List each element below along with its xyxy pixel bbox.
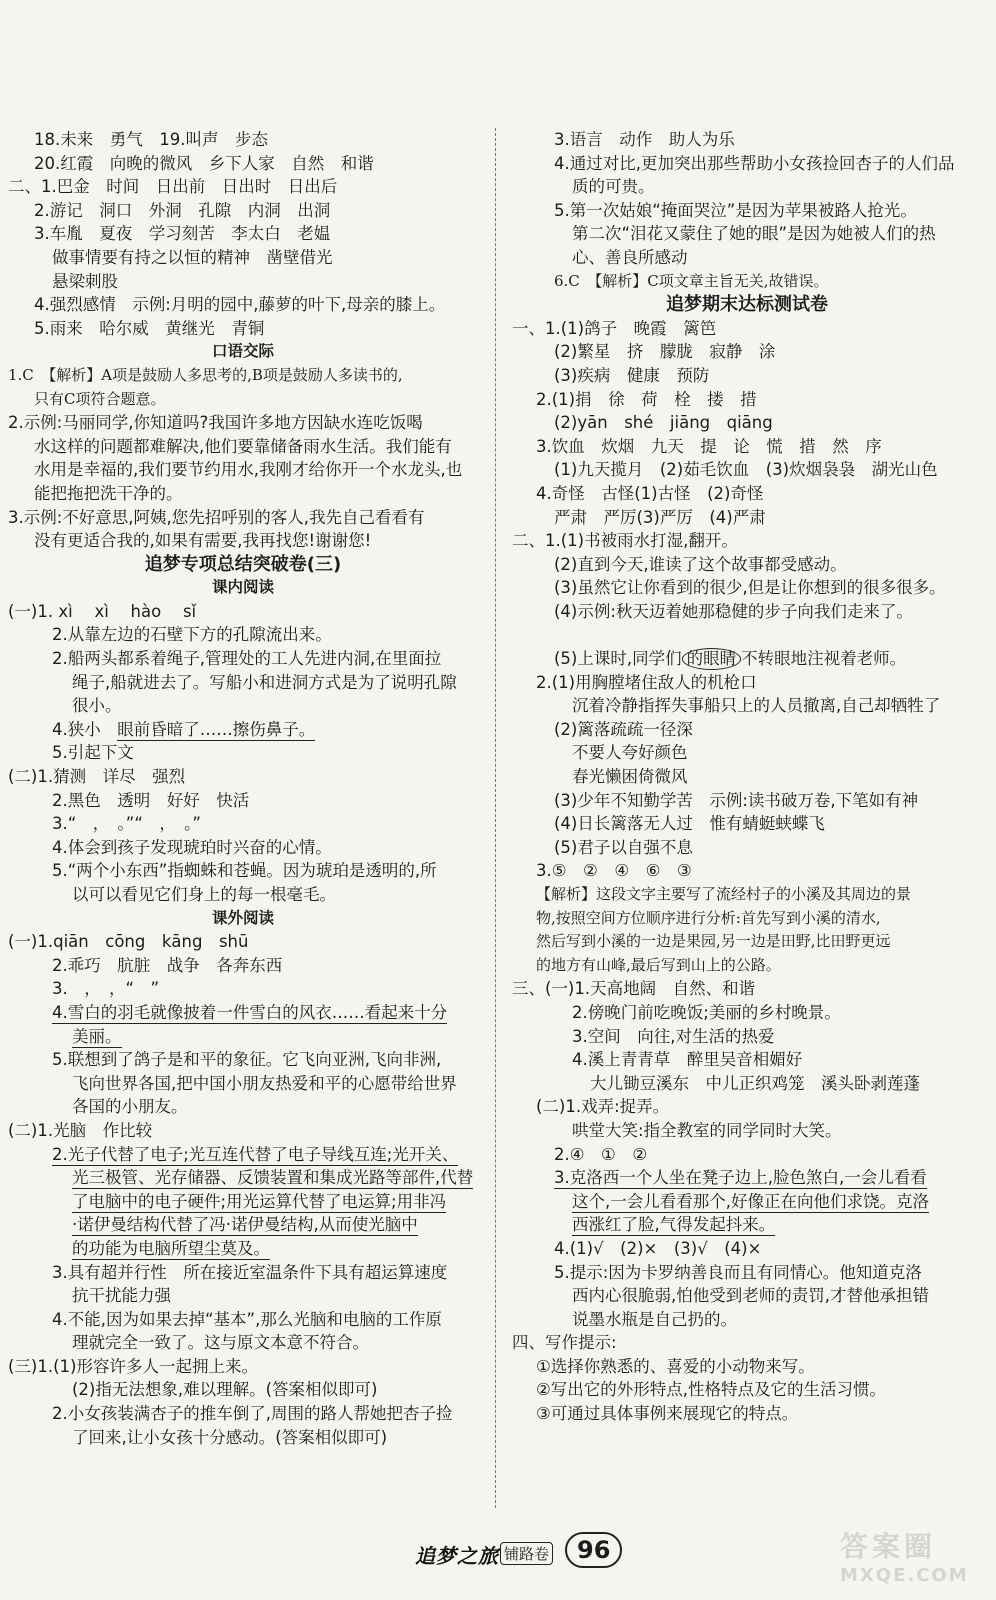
answer-line (508, 411, 986, 435)
answer-line (0, 222, 486, 246)
line-text: 说墨水瓶是自己扔的。 (572, 1309, 737, 1329)
line-text: (2)yān shé jiāng qiāng (554, 413, 773, 433)
line-text: 理就完全一致了。这与原文本意不符合。 (72, 1333, 369, 1353)
line-text: 3.空间 向往,对生活的热爱 (572, 1026, 775, 1046)
underlined-answer: 3.克洛西一个人坐在凳子边上,脸色煞白,一会儿看看 (554, 1168, 927, 1188)
line-text: 3.“ ， 。”“ ， 。” (52, 814, 201, 834)
answer-line (508, 859, 986, 883)
line-text: (4)示例:秋天迈着她那稳健的步子向我们走来了。 (554, 601, 913, 621)
line-text: 不要人夸好颜色 (572, 743, 688, 763)
line-text: 3.具有超并行性 所在接近室温条件下具有超运算速度 (52, 1262, 448, 1282)
answer-line (508, 388, 986, 412)
line-text: 18.未来 勇气 19.叫声 步态 (34, 130, 268, 149)
answer-line (508, 671, 986, 695)
answer-line (0, 718, 486, 742)
answer-line (508, 1095, 986, 1119)
left-column (0, 128, 486, 1449)
line-text: 沉着冷静指挥失事船只上的人员撤离,自己却牺牲了 (572, 696, 941, 716)
line-text: 课内阅读 (211, 578, 274, 597)
answer-line (508, 789, 986, 813)
watermark (840, 1525, 980, 1595)
answer-line (508, 1166, 986, 1190)
answer-line (508, 977, 986, 1001)
underlined-answer: 眼前昏暗了……擦伤鼻子。 (117, 719, 316, 739)
right-column (508, 128, 986, 1426)
line-text: 很小。 (72, 696, 122, 716)
answer-line (0, 671, 486, 695)
answer-line (0, 506, 486, 530)
underlined-answer: 西涨红了脸,气得发起抖来。 (572, 1215, 776, 1235)
answer-line (0, 1378, 486, 1402)
line-text: 5.引起下文 (52, 743, 134, 763)
answer-line (508, 836, 986, 860)
line-text: 悬梁刺股 (52, 271, 118, 291)
line-text: 4.奇怪 古怪(1)古怪 (2)奇怪 (536, 483, 764, 503)
answer-line (0, 1190, 486, 1214)
answer-line (508, 647, 986, 671)
answer-line (0, 1143, 486, 1167)
answer-line (508, 1001, 986, 1025)
line-text: (5)君子以自强不息 (554, 837, 693, 857)
answer-line (508, 270, 986, 294)
line-text: (一)1. xì xì hào sǐ (8, 601, 197, 621)
line-text: 水这样的问题都难解决,他们要靠储备雨水生活。我们能有 (34, 436, 452, 456)
answer-line (0, 1426, 486, 1450)
line-text: 做事情要有持之以恒的精神 凿壁借光 (52, 247, 333, 267)
line-text: 5.“两个小东西”指蜘蛛和苍蝇。因为琥珀是透明的,所 (52, 861, 437, 881)
answer-line (508, 812, 986, 836)
line-text: 课外阅读 (211, 908, 274, 927)
line-text: 【解析】这段文字主要写了流经村子的小溪及其周边的景 (536, 885, 912, 903)
answer-line (0, 1331, 486, 1355)
answer-line (0, 128, 486, 152)
line-text: 4.(1)√ (2)× (3)√ (4)× (554, 1238, 762, 1258)
answer-line (0, 435, 486, 459)
line-text: 第二次“泪花又蒙住了她的眼”是因为她被人们的热 (572, 224, 936, 244)
answer-line (0, 411, 486, 435)
answer-line (0, 1237, 486, 1261)
line-text: 飞向世界各国,把中国小朋友热爱和平的心愿带给世界 (72, 1073, 457, 1093)
answer-line (0, 1355, 486, 1379)
line-text: 4.通过对比,更加突出那些帮助小女孩捡回杏子的人们品 (554, 153, 955, 173)
answer-line (508, 930, 986, 954)
line-text: 3. ， ，“ ” (52, 979, 160, 999)
subsection-title (0, 907, 486, 931)
answer-line (508, 954, 986, 978)
circled-phrase: 的眼睛 (682, 648, 742, 670)
answer-line (0, 1072, 486, 1096)
line-text: 各国的小朋友。 (72, 1097, 188, 1117)
line-text: 只有C项符合题意。 (34, 389, 166, 408)
line-text: (2)指无法想象,难以理解。(答案相似即可) (72, 1380, 378, 1400)
answer-line (508, 1355, 986, 1379)
line-text: 2.乖巧 肮脏 战争 各奔东西 (52, 955, 283, 975)
answer-line (0, 977, 486, 1001)
answer-line (508, 199, 986, 223)
answer-line (0, 741, 486, 765)
brand-subtitle: 铺路卷 (500, 1542, 553, 1565)
line-text: (5)上课时,同学们 (554, 649, 682, 669)
answer-line (0, 836, 486, 860)
line-text: 2.示例:马丽同学,你知道吗?我国许多地方因缺水连吃饭喝 (8, 413, 423, 433)
underlined-answer: 了电脑中的电子硬件;用光运算代替了电运算;用非冯 (72, 1191, 447, 1211)
brand-logo: 追梦之旅 (415, 1544, 499, 1568)
answer-line (508, 694, 986, 718)
line-text: 4.体会到孩子发现琥珀时兴奋的心情。 (52, 837, 332, 857)
line-text: (3)虽然它让你看到的很少,但是让你想到的很多很多。 (554, 578, 946, 598)
line-text: 2.从靠左边的石壁下方的孔隙流出来。 (52, 625, 332, 645)
answer-line (508, 1237, 986, 1261)
answer-line (508, 340, 986, 364)
line-text: 2.傍晚门前吃晚饭;美丽的乡村晚景。 (572, 1002, 841, 1022)
column-divider (495, 128, 496, 1508)
answer-line (508, 553, 986, 577)
line-text: 口语交际 (211, 342, 274, 361)
answer-line (508, 600, 986, 624)
answer-line (0, 199, 486, 223)
answer-line (508, 152, 986, 176)
answer-line (508, 623, 986, 647)
line-text: 追梦期末达标测试卷 (666, 294, 828, 316)
answer-line (508, 1308, 986, 1332)
line-text: 4.强烈感情 示例:月明的园中,藤萝的叶下,母亲的膝上。 (34, 295, 446, 315)
section-title (508, 293, 986, 317)
answer-line (0, 954, 486, 978)
answer-line (0, 1095, 486, 1119)
line-text: 没有更适合我的,如果有需要,我再找您!谢谢您! (34, 531, 372, 551)
answer-line (0, 859, 486, 883)
line-text: (二)1.光脑 作比较 (8, 1120, 153, 1140)
line-text: 2.船两头都系着绳子,管理处的工人先进内洞,在里面拉 (52, 649, 442, 669)
line-text: 追梦专项总结突破卷(三) (144, 553, 342, 575)
line-text: ①选择你熟悉的、喜爱的小动物来写。 (536, 1356, 815, 1376)
line-text: 6.C 【解析】C项文章主旨无关,故错误。 (554, 271, 829, 290)
answer-line (0, 1119, 486, 1143)
line-text: 1.C 【解析】A项是鼓励人多思考的,B项是鼓励人多读书的, (8, 365, 403, 384)
answer-line (508, 529, 986, 553)
answer-line (508, 364, 986, 388)
answer-line (0, 270, 486, 294)
line-text: 3.车胤 夏夜 学习刻苦 李太白 老媪 (34, 224, 331, 244)
line-text: 的地方有山峰,最后写到山上的公路。 (536, 955, 781, 974)
line-text: (4)日长篱落无人过 惟有蜻蜓蛱蝶飞 (554, 814, 825, 834)
answer-line (0, 1284, 486, 1308)
line-text: 2.游记 洞口 外洞 孔隙 内洞 出洞 (34, 200, 331, 220)
line-text: 抗干扰能力强 (72, 1286, 171, 1306)
line-text: (二)1.戏弄:捉弄。 (536, 1097, 670, 1117)
subsection-title (0, 576, 486, 600)
answer-line (508, 1025, 986, 1049)
line-text: (3)疾病 健康 预防 (554, 365, 710, 385)
answer-line (0, 930, 486, 954)
answer-line (0, 789, 486, 813)
line-text: 质的可贵。 (572, 177, 655, 197)
underlined-answer: 美丽。 (72, 1026, 122, 1046)
line-text: 春光懒困倚微风 (572, 767, 688, 787)
answer-line (508, 1261, 986, 1285)
line-text: 大儿锄豆溪东 中儿正织鸡笼 溪头卧剥莲蓬 (590, 1073, 920, 1093)
answer-line (0, 600, 486, 624)
section-title (0, 553, 486, 577)
line-text: (二)1.猜测 详尽 强烈 (8, 767, 186, 787)
watermark-logo-text: 答案圈 (840, 1530, 937, 1563)
answer-line (0, 1213, 486, 1237)
answer-line (0, 1402, 486, 1426)
answer-line (0, 364, 486, 388)
line-text: ②写出它的外形特点,性格特点及它的生活习惯。 (536, 1380, 887, 1400)
line-text: 2.④ ① ② (554, 1144, 648, 1164)
line-text: 三、(一)1.天高地阔 自然、和谐 (512, 979, 756, 999)
answer-line (0, 1166, 486, 1190)
answer-line (0, 529, 486, 553)
underlined-answer: 这个,一会儿看看那个,好像正在向他们求饶。克洛 (572, 1191, 929, 1211)
answer-line (0, 317, 486, 341)
line-text: 5.第一次姑娘“掩面哭泣”是因为苹果被路人抢光。 (554, 200, 917, 220)
answer-line (508, 765, 986, 789)
line-text: 四、写作提示: (512, 1333, 617, 1353)
line-text: 4.狭小 (52, 719, 118, 739)
line-text: 能把拖把洗干净的。 (34, 483, 183, 503)
answer-line (0, 765, 486, 789)
answer-line (0, 812, 486, 836)
underlined-answer: 光三极管、光存储器、反馈装置和集成光路等部件,代替 (72, 1168, 474, 1188)
line-text: 20.红霞 向晚的微风 乡下人家 自然 和谐 (34, 153, 374, 173)
answer-line (508, 222, 986, 246)
underlined-answer: ·诺伊曼结构代替了冯·诺伊曼结构,从而使光脑中 (72, 1215, 418, 1235)
line-text: (一)1.qiān cōng kāng shū (8, 932, 249, 952)
line-text: 2.(1)用胸膛堵住敌人的机枪口 (536, 672, 757, 692)
line-text: 2.黑色 透明 好好 快活 (52, 790, 250, 810)
answer-line (0, 246, 486, 270)
line-text: 3.示例:不好意思,阿姨,您先招呼别的客人,我先自己看看有 (8, 507, 425, 527)
answer-line (0, 623, 486, 647)
subsection-title (0, 340, 486, 364)
line-text: 心、善良所感动 (572, 247, 688, 267)
line-text: 一、1.(1)鸽子 晚霞 篱笆 (512, 318, 717, 338)
answer-line (508, 883, 986, 907)
answer-line (508, 246, 986, 270)
answer-line (508, 1119, 986, 1143)
line-text: 严肃 严厉(3)严厉 (4)严肃 (554, 507, 766, 527)
answer-line (0, 293, 486, 317)
line-text: 二、1.巴金 时间 日出前 日出时 日出后 (8, 177, 338, 197)
line-text: 3.饮血 炊烟 九天 提 论 慌 措 然 序 (536, 436, 882, 456)
answer-line (0, 458, 486, 482)
line-text: 5.提示:因为卡罗纳善良而且有同情心。他知道克洛 (554, 1262, 922, 1282)
answer-line (508, 1048, 986, 1072)
answer-line (508, 1143, 986, 1167)
line-text: 二、1.(1)书被雨水打湿,翻开。 (512, 531, 738, 551)
answer-line (508, 576, 986, 600)
line-text: 2.(1)捐 徐 荷 栓 搂 措 (536, 389, 757, 409)
underlined-answer: 2.光子代替了电子;光互连代替了电子导线互连;光开关、 (52, 1144, 459, 1164)
answer-line (508, 907, 986, 931)
line-text: 然后写到小溪的一边是果园,另一边是田野,比田野更远 (536, 932, 891, 951)
answer-line (508, 1072, 986, 1096)
line-text: 西内心很脆弱,怕他受到老师的责罚,才替他承担错 (572, 1286, 929, 1306)
line-text: 了回来,让小女孩十分感动。(答案相似即可) (72, 1427, 388, 1447)
answer-line (0, 388, 486, 412)
line-text-cont: 不转眼地注视着老师。 (741, 649, 907, 669)
answer-line (508, 506, 986, 530)
answer-line (508, 718, 986, 742)
line-text: 5.雨来 哈尔威 黄继光 青铜 (34, 318, 265, 338)
answer-line (508, 128, 986, 152)
answer-line (508, 1190, 986, 1214)
answer-line (508, 317, 986, 341)
line-text: (2)篱落疏疏一径深 (554, 719, 693, 739)
underlined-answer: 4.雪白的羽毛就像披着一件雪白的风衣……看起来十分 (52, 1002, 448, 1022)
line-text: 水用是幸福的,我们要节约用水,我刚才给你开一个水龙头,也 (34, 460, 463, 480)
line-text: (三)1.(1)形容许多人一起拥上来。 (8, 1356, 258, 1376)
answer-line (0, 1001, 486, 1025)
answer-line (0, 694, 486, 718)
answer-line (508, 1331, 986, 1355)
answer-line (0, 647, 486, 671)
answer-line (0, 1025, 486, 1049)
line-text: 以可以看见它们身上的每一根毫毛。 (72, 885, 336, 904)
answer-line (0, 175, 486, 199)
line-text: ③可通过具体事例来展现它的特点。 (536, 1404, 799, 1424)
answer-line (508, 1402, 986, 1426)
answer-line (0, 1308, 486, 1332)
line-text: 哄堂大笑:指全教室的同学同时大笑。 (572, 1120, 842, 1140)
answer-line (508, 458, 986, 482)
line-text: (2)直到今天,谁读了这个故事都受感动。 (554, 554, 847, 574)
answer-line (0, 883, 486, 907)
answer-line (0, 152, 486, 176)
answer-line (0, 1261, 486, 1285)
answer-line (508, 482, 986, 506)
answer-line (508, 175, 986, 199)
answer-line (508, 1284, 986, 1308)
line-text: 4.溪上青青草 醉里吴音相媚好 (572, 1050, 803, 1070)
line-text: 3.⑤ ② ④ ⑥ ③ (536, 861, 692, 881)
underlined-answer: 的功能为电脑所望尘莫及。 (72, 1238, 270, 1258)
watermark-url: MXQE.COM (840, 1565, 969, 1586)
line-text: 绳子,船就进去了。写船小和进洞方式是为了说明孔隙 (72, 672, 457, 692)
line-text: 物,按照空间方位顺序进行分析:首先写到小溪的清水, (536, 908, 881, 927)
page-number: 96 (565, 1532, 622, 1568)
line-text: 2.小女孩装满杏子的推车倒了,周围的路人帮她把杏子捡 (52, 1404, 453, 1424)
answer-line (508, 741, 986, 765)
line-text: (2)繁星 挤 朦胧 寂静 涂 (554, 342, 776, 362)
answer-line (0, 1048, 486, 1072)
line-text: (1)九天揽月 (2)茹毛饮血 (3)炊烟袅袅 湖光山色 (554, 460, 938, 480)
line-text: (3)少年不知勤学苦 示例:读书破万卷,下笔如有神 (554, 790, 919, 810)
answer-line (508, 1378, 986, 1402)
answer-line (508, 1213, 986, 1237)
answer-line (508, 435, 986, 459)
line-text: 4.不能,因为如果去掉“基本”,那么光脑和电脑的工作原 (52, 1309, 442, 1329)
answer-line (0, 482, 486, 506)
line-text: 5.联想到了鸽子是和平的象征。它飞向亚洲,飞向非洲, (52, 1050, 442, 1070)
line-text: 3.语言 动作 助人为乐 (554, 130, 735, 149)
